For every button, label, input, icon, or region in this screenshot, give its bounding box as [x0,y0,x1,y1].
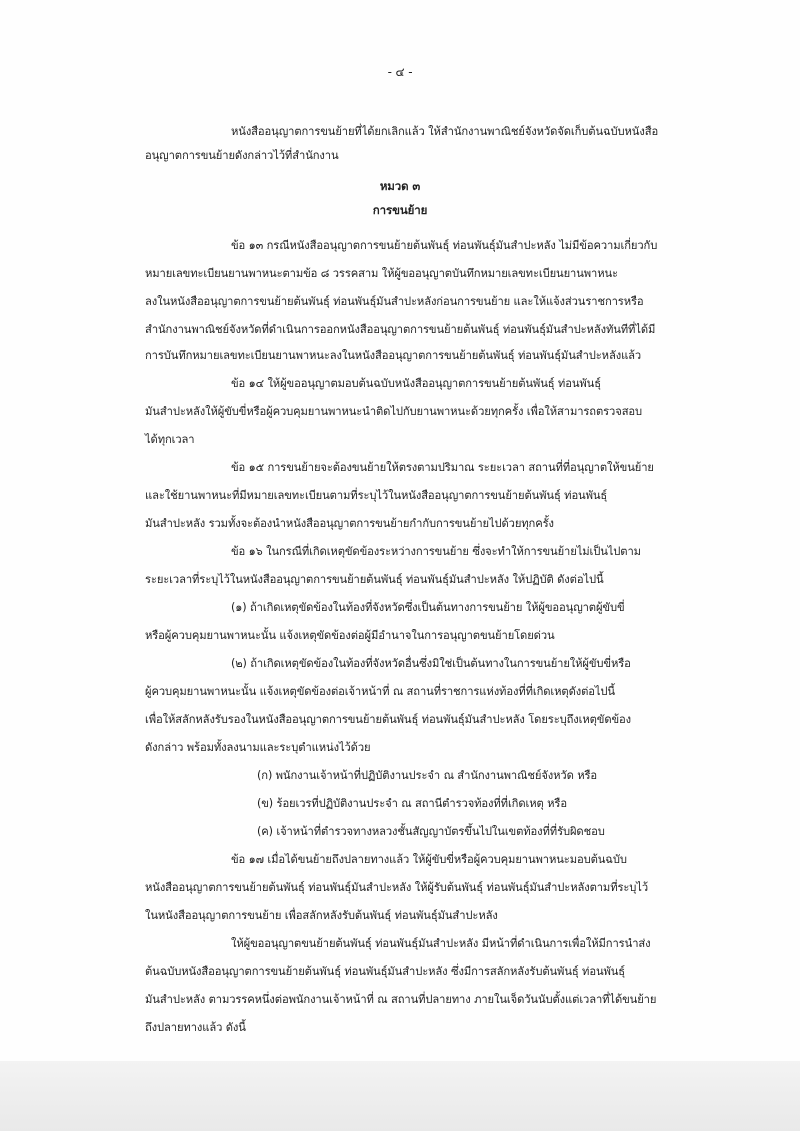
subitem-kho: (ข) ร้อยเวรที่ปฏิบัติงานประจำ ณ สถานีตำรวจท้องที่ที่เกิดเหตุ หรือ [257,797,567,810]
final-line-1: ให้ผู้ขออนุญาตขนย้ายต้นพันธุ์ ท่อนพันธุ์มันสำปะหลัง มีหน้าที่ดำเนินการเพื่อให้มีการนำส่ง [231,937,651,950]
final-line-2: ต้นฉบับหนังสืออนุญาตการขนย้ายต้นพันธุ์ ท่อนพันธุ์มันสำปะหลัง ซึ่งมีการสลักหลังรับต้นพันธุ์ ท่อนพันธุ์ [145,965,626,978]
chapter-title: การขนย้าย [372,203,428,217]
clause-17-line-1: ข้อ ๑๗ เมื่อได้ขนย้ายถึงปลายทางแล้ว ให้ผู้ขับขี่หรือผู้ควบคุมยานพาหนะมอบต้นฉบับ [231,853,627,866]
final-line-4: ถึงปลายทางแล้ว ดังนี้ [145,1021,246,1034]
intro-line-1: หนังสืออนุญาตการขนย้ายที่ได้ยกเลิกแล้ว ให้สำนักงานพาณิชย์จังหวัดจัดเก็บต้นฉบับหนังสือ [231,125,659,138]
clause-14-line-2: มันสำปะหลังให้ผู้ขับขี่หรือผู้ควบคุมยานพาหนะนำติดไปกับยานพาหนะด้วยทุกครั้ง เพื่อให้สามารถตรวจสอบ [145,405,643,418]
clause-13-line-2: หมายเลขทะเบียนยานพาหนะตามข้อ ๘ วรรคสาม ให้ผู้ขออนุญาตบันทึกหมายเลขทะเบียนยานพาหนะ [145,267,618,280]
clause-14-line-3: ได้ทุกเวลา [145,433,195,446]
item-2-line-1: (๒) ถ้าเกิดเหตุขัดข้องในท้องที่จังหวัดอื่นซึ่งมิใช่เป็นต้นทางในการขนย้ายให้ผู้ขับขี่หรือ [231,657,631,670]
scan-bottom-edge [0,1061,800,1131]
page-number: - ๔ - [387,65,413,79]
clause-17-line-2: หนังสืออนุญาตการขนย้ายต้นพันธุ์ ท่อนพันธุ์มันสำปะหลัง ให้ผู้รับต้นพันธุ์ ท่อนพันธุ์มันสำปะหลังตามที่ระบุไว้ [145,881,649,894]
item-1-line-1: (๑) ถ้าเกิดเหตุขัดข้องในท้องที่จังหวัดซึ่งเป็นต้นทางการขนย้าย ให้ผู้ขออนุญาตผู้ขับขี่ [231,601,625,614]
chapter-number: หมวด ๓ [379,179,421,193]
final-line-3: มันสำปะหลัง ตามวรรคหนึ่งต่อพนักงานเจ้าหน้าที่ ณ สถานที่ปลายทาง ภายในเจ็ดวันนับตั้งแต่เวลาที่ได้ขนย้าย [145,993,657,1006]
item-2-line-2: ผู้ควบคุมยานพาหนะนั้น แจ้งเหตุขัดข้องต่อเจ้าหน้าที่ ณ สถานที่ราชการแห่งท้องที่ที่เกิดเหตุดังต่อไปนี้ [145,685,615,698]
clause-13-line-4: สำนักงานพาณิชย์จังหวัดที่ดำเนินการออกหนังสืออนุญาตการขนย้ายต้นพันธุ์ ท่อนพันธุ์มันสำปะหลังทันทีที่ได้มี [145,323,656,336]
clause-14-line-1: ข้อ ๑๔ ให้ผู้ขออนุญาตมอบต้นฉบับหนังสืออนุญาตการขนย้ายต้นพันธุ์ ท่อนพันธุ์ [231,377,601,390]
clause-13-line-1: ข้อ ๑๓ กรณีหนังสืออนุญาตการขนย้ายต้นพันธุ์ ท่อนพันธุ์มันสำปะหลัง ไม่มีข้อความเกี่ยวกับ [231,239,658,252]
clause-16-line-1: ข้อ ๑๖ ในกรณีที่เกิดเหตุขัดข้องระหว่างการขนย้าย ซึ่งจะทำให้การขนย้ายไม่เป็นไปตาม [231,545,641,558]
item-2-line-3: เพื่อให้สลักหลังรับรองในหนังสืออนุญาตการขนย้ายต้นพันธุ์ ท่อนพันธุ์มันสำปะหลัง โดยระบุถึงเหตุขัดข้อง [145,713,632,726]
subitem-ko: (ก) พนักงานเจ้าหน้าที่ปฏิบัติงานประจำ ณ สำนักงานพาณิชย์จังหวัด หรือ [257,769,598,782]
subitem-kho-khwai: (ค) เจ้าหน้าที่ตำรวจทางหลวงชั้นสัญญาบัตรขึ้นไปในเขตท้องที่ที่รับผิดชอบ [257,825,605,838]
clause-17-line-3: ในหนังสืออนุญาตการขนย้าย เพื่อสลักหลังรับต้นพันธุ์ ท่อนพันธุ์มันสำปะหลัง [145,909,498,922]
clause-15-line-3: มันสำปะหลัง รวมทั้งจะต้องนำหนังสืออนุญาตการขนย้ายกำกับการขนย้ายไปด้วยทุกครั้ง [145,517,554,530]
clause-13-line-5: การบันทึกหมายเลขทะเบียนยานพาหนะลงในหนังสืออนุญาตการขนย้ายต้นพันธุ์ ท่อนพันธุ์มันสำปะหลังแล้ว [145,349,642,362]
clause-13-line-3: ลงในหนังสืออนุญาตการขนย้ายต้นพันธุ์ ท่อนพันธุ์มันสำปะหลังก่อนการขนย้าย และให้แจ้งส่วนราชการหรือ [145,295,644,308]
intro-line-2: อนุญาตการขนย้ายดังกล่าวไว้ที่สำนักงาน [145,149,339,162]
item-2-line-4: ดังกล่าว พร้อมทั้งลงนามและระบุตำแหน่งไว้ด้วย [145,741,371,754]
item-1-line-2: หรือผู้ควบคุมยานพาหนะนั้น แจ้งเหตุขัดข้องต่อผู้มีอำนาจในการอนุญาตขนย้ายโดยด่วน [145,629,555,642]
clause-16-line-2: ระยะเวลาที่ระบุไว้ในหนังสืออนุญาตการขนย้ายต้นพันธุ์ ท่อนพันธุ์มันสำปะหลัง ให้ปฏิบัติ ดังต่อไปนี้ [145,573,604,586]
clause-15-line-2: และใช้ยานพาหนะที่มีหมายเลขทะเบียนตามที่ระบุไว้ในหนังสืออนุญาตการขนย้ายต้นพันธุ์ ท่อนพันธุ์ [145,489,608,502]
clause-15-line-1: ข้อ ๑๕ การขนย้ายจะต้องขนย้ายให้ตรงตามปริมาณ ระยะเวลา สถานที่ที่อนุญาตให้ขนย้าย [231,461,654,474]
